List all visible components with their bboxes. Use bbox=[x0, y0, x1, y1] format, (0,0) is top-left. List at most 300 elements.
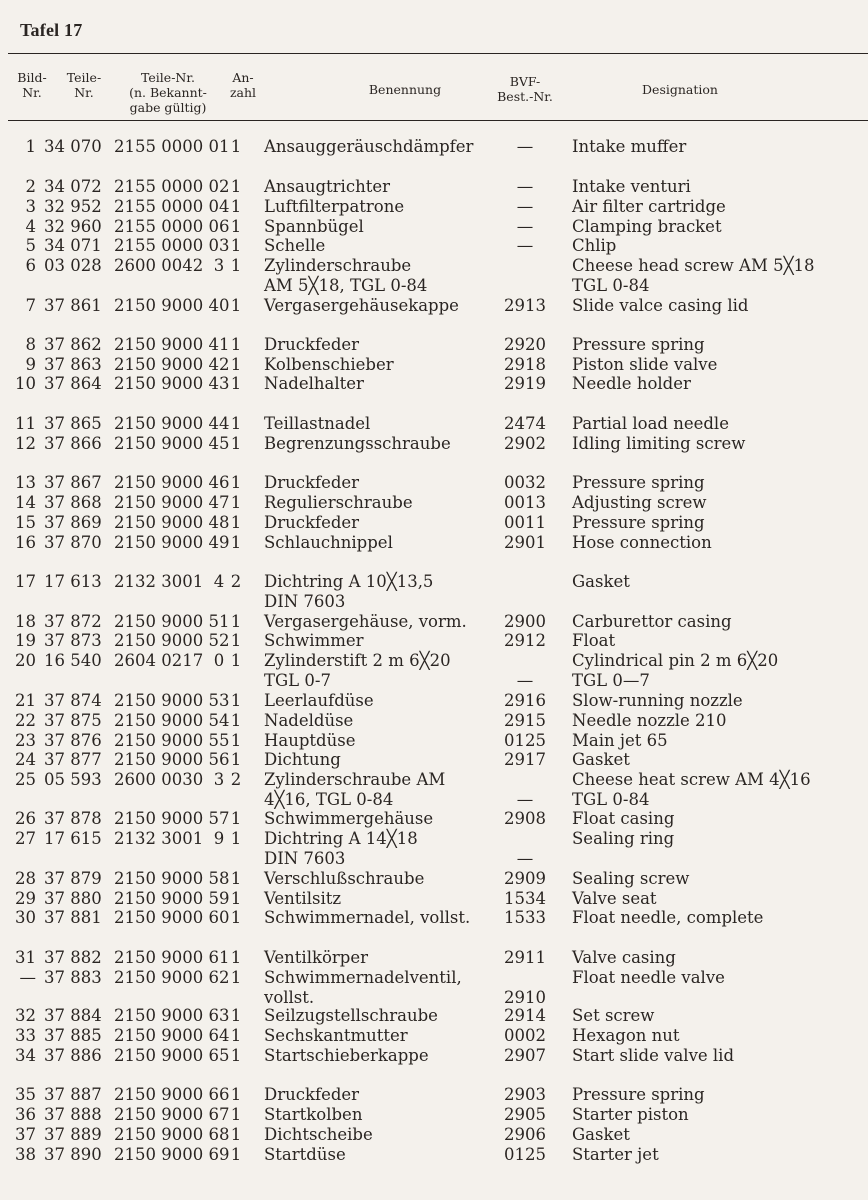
bild-nr-cell: 11 bbox=[15, 414, 36, 433]
anzahl-cell: 1 bbox=[230, 296, 242, 315]
table-row bbox=[0, 829, 868, 849]
teile-nr-gueltig-cell: 2155 0000 02 bbox=[114, 177, 230, 196]
benennung-cell: Ventilkörper bbox=[264, 948, 369, 967]
designation-cell: Idling limiting screw bbox=[572, 434, 746, 453]
benennung-cell: Zylinderschraube AM bbox=[264, 770, 446, 789]
designation-cell: Cheese head screw AM 5╳18 bbox=[572, 256, 815, 275]
anzahl-cell: 1 bbox=[230, 1085, 242, 1104]
teile-nr-gueltig-cell: 2150 9000 47 bbox=[114, 493, 230, 512]
bild-nr-cell: — bbox=[19, 968, 36, 987]
designation-cell: Cylindrical pin 2 m 6╳20 bbox=[572, 651, 779, 670]
bvf-best-nr-cell: 2918 bbox=[504, 355, 546, 374]
table-row bbox=[0, 948, 868, 968]
teile-nr-gueltig-cell: 2150 9000 66 bbox=[114, 1085, 230, 1104]
benennung-cell: Leerlaufdüse bbox=[264, 691, 374, 710]
bvf-best-nr-cell: 2900 bbox=[504, 612, 546, 631]
bvf-best-nr-cell: 2906 bbox=[504, 1125, 546, 1144]
table-row bbox=[0, 493, 868, 513]
anzahl-cell: 2 bbox=[230, 770, 242, 789]
table-row bbox=[0, 197, 868, 217]
bild-nr-cell: 21 bbox=[15, 691, 36, 710]
teile-nr-cell: 37 866 bbox=[44, 434, 102, 453]
table-row bbox=[0, 631, 868, 651]
benennung-cell: Zylinderschraube bbox=[264, 256, 412, 275]
bild-nr-cell: 30 bbox=[15, 908, 36, 927]
table-row bbox=[0, 869, 868, 889]
teile-nr-cell: 03 028 bbox=[44, 256, 102, 275]
header-designation: Designation bbox=[642, 82, 718, 97]
anzahl-cell: 1 bbox=[230, 513, 242, 532]
table-row bbox=[0, 1006, 868, 1026]
benennung-cell: Dichtung bbox=[264, 750, 341, 769]
benennung-cell: Schwimmernadelventil, bbox=[264, 968, 462, 987]
teile-nr-gueltig-cell: 2150 9000 41 bbox=[114, 335, 230, 354]
designation-cell: Pressure spring bbox=[572, 1085, 705, 1104]
table-row bbox=[0, 1085, 868, 1105]
bvf-best-nr-cell: — bbox=[516, 790, 534, 809]
table-row bbox=[0, 414, 868, 434]
table-row bbox=[0, 513, 868, 533]
table-row bbox=[0, 750, 868, 770]
benennung-cell: Dichtring A 10╳13,5 bbox=[264, 572, 434, 591]
table-row bbox=[0, 731, 868, 751]
teile-nr-gueltig-cell: 2600 0042 3 bbox=[114, 256, 225, 275]
bild-nr-cell: 10 bbox=[15, 374, 36, 393]
table-row bbox=[0, 968, 868, 988]
designation-cell: TGL 0-84 bbox=[572, 276, 650, 295]
anzahl-cell: 1 bbox=[230, 137, 242, 156]
teile-nr-cell: 37 868 bbox=[44, 493, 102, 512]
anzahl-cell: 1 bbox=[230, 1145, 242, 1164]
designation-cell: Slow-running nozzle bbox=[572, 691, 743, 710]
bild-nr-cell: 7 bbox=[25, 296, 36, 315]
designation-cell: Float bbox=[572, 631, 616, 650]
teile-nr-gueltig-cell: 2150 9000 59 bbox=[114, 889, 230, 908]
bild-nr-cell: 9 bbox=[25, 355, 36, 374]
teile-nr-cell: 34 072 bbox=[44, 177, 102, 196]
designation-cell: Hexagon nut bbox=[572, 1026, 680, 1045]
table-row bbox=[0, 1026, 868, 1046]
header-bottom-rule bbox=[8, 120, 868, 121]
bild-nr-cell: 5 bbox=[25, 236, 36, 255]
teile-nr-gueltig-cell: 2155 0000 06 bbox=[114, 217, 230, 236]
bvf-best-nr-cell: 2902 bbox=[504, 434, 546, 453]
bild-nr-cell: 14 bbox=[15, 493, 36, 512]
table-row bbox=[0, 434, 868, 454]
table-row bbox=[0, 137, 868, 157]
anzahl-cell: 1 bbox=[230, 197, 242, 216]
anzahl-cell: 1 bbox=[230, 869, 242, 888]
designation-cell: Float casing bbox=[572, 809, 675, 828]
benennung-cell: Vergasergehäuse, vorm. bbox=[264, 612, 467, 631]
benennung-cell: Sechskantmutter bbox=[264, 1026, 408, 1045]
designation-cell: Adjusting screw bbox=[572, 493, 707, 512]
bild-nr-cell: 24 bbox=[15, 750, 36, 769]
anzahl-cell: 1 bbox=[230, 691, 242, 710]
benennung-cell: Nadelhalter bbox=[264, 374, 364, 393]
teile-nr-cell: 37 880 bbox=[44, 889, 102, 908]
bild-nr-cell: 36 bbox=[15, 1105, 36, 1124]
designation-cell: Needle nozzle 210 bbox=[572, 711, 727, 730]
benennung-cell: Hauptdüse bbox=[264, 731, 356, 750]
teile-nr-cell: 37 883 bbox=[44, 968, 102, 987]
teile-nr-cell: 34 070 bbox=[44, 137, 102, 156]
designation-cell: Float needle valve bbox=[572, 968, 725, 987]
teile-nr-cell: 37 870 bbox=[44, 533, 102, 552]
table-row bbox=[0, 809, 868, 829]
teile-nr-gueltig-cell: 2600 0030 3 bbox=[114, 770, 225, 789]
designation-cell: Pressure spring bbox=[572, 335, 705, 354]
bild-nr-cell: 29 bbox=[15, 889, 36, 908]
anzahl-cell: 1 bbox=[230, 217, 242, 236]
teile-nr-gueltig-cell: 2150 9000 53 bbox=[114, 691, 230, 710]
designation-cell: Air filter cartridge bbox=[572, 197, 726, 216]
designation-cell: Gasket bbox=[572, 572, 630, 591]
teile-nr-gueltig-cell: 2150 9000 57 bbox=[114, 809, 230, 828]
bvf-best-nr-cell: 2914 bbox=[504, 1006, 546, 1025]
teile-nr-cell: 37 887 bbox=[44, 1085, 102, 1104]
bild-nr-cell: 33 bbox=[15, 1026, 36, 1045]
designation-cell: Gasket bbox=[572, 1125, 630, 1144]
bvf-best-nr-cell: 2910 bbox=[504, 988, 546, 1007]
bild-nr-cell: 8 bbox=[25, 335, 36, 354]
bvf-best-nr-cell: 0125 bbox=[504, 731, 546, 750]
teile-nr-cell: 32 960 bbox=[44, 217, 102, 236]
benennung-cell: Schwimmernadel, vollst. bbox=[264, 908, 471, 927]
benennung-cell: Schwimmer bbox=[264, 631, 364, 650]
table-row bbox=[0, 691, 868, 711]
anzahl-cell: 2 bbox=[230, 572, 242, 591]
bvf-best-nr-cell: 2474 bbox=[504, 414, 546, 433]
bvf-best-nr-cell: 2908 bbox=[504, 809, 546, 828]
designation-cell: Starter piston bbox=[572, 1105, 689, 1124]
bvf-best-nr-cell: 2917 bbox=[504, 750, 546, 769]
page-title: Tafel 17 bbox=[20, 20, 83, 40]
designation-cell: Pressure spring bbox=[572, 473, 705, 492]
header-bild-nr: Bild- Nr. bbox=[17, 70, 47, 100]
teile-nr-gueltig-cell: 2150 9000 63 bbox=[114, 1006, 230, 1025]
anzahl-cell: 1 bbox=[230, 177, 242, 196]
benennung-cell: Ventilsitz bbox=[264, 889, 342, 908]
bvf-best-nr-cell: 2912 bbox=[504, 631, 546, 650]
bvf-best-nr-cell: 0032 bbox=[504, 473, 546, 492]
bild-nr-cell: 25 bbox=[15, 770, 36, 789]
bild-nr-cell: 18 bbox=[15, 612, 36, 631]
bild-nr-cell: 22 bbox=[15, 711, 36, 730]
benennung-cell: Vergasergehäusekappe bbox=[264, 296, 459, 315]
teile-nr-cell: 37 863 bbox=[44, 355, 102, 374]
anzahl-cell: 1 bbox=[230, 473, 242, 492]
bvf-best-nr-cell: 2919 bbox=[504, 374, 546, 393]
bvf-best-nr-cell: — bbox=[516, 197, 534, 216]
bvf-best-nr-cell: 2911 bbox=[504, 948, 546, 967]
benennung-cell: vollst. bbox=[264, 988, 315, 1007]
teile-nr-gueltig-cell: 2150 9000 43 bbox=[114, 374, 230, 393]
table-row bbox=[0, 671, 868, 691]
bild-nr-cell: 32 bbox=[15, 1006, 36, 1025]
benennung-cell: Begrenzungsschraube bbox=[264, 434, 451, 453]
anzahl-cell: 1 bbox=[230, 711, 242, 730]
bvf-best-nr-cell: 2920 bbox=[504, 335, 546, 354]
teile-nr-gueltig-cell: 2150 9000 45 bbox=[114, 434, 230, 453]
table-row bbox=[0, 335, 868, 355]
benennung-cell: Luftfilterpatrone bbox=[264, 197, 405, 216]
teile-nr-cell: 37 865 bbox=[44, 414, 102, 433]
benennung-cell: Regulierschraube bbox=[264, 493, 413, 512]
anzahl-cell: 1 bbox=[230, 1046, 242, 1065]
header-teile-nr: Teile- Nr. bbox=[66, 70, 102, 100]
teile-nr-gueltig-cell: 2150 9000 40 bbox=[114, 296, 230, 315]
benennung-cell: Druckfeder bbox=[264, 513, 360, 532]
bild-nr-cell: 6 bbox=[25, 256, 36, 275]
anzahl-cell: 1 bbox=[230, 731, 242, 750]
bvf-best-nr-cell: 0002 bbox=[504, 1026, 546, 1045]
teile-nr-gueltig-cell: 2150 9000 65 bbox=[114, 1046, 230, 1065]
table-row bbox=[0, 276, 868, 296]
teile-nr-gueltig-cell: 2155 0000 01 bbox=[114, 137, 230, 156]
anzahl-cell: 1 bbox=[230, 809, 242, 828]
designation-cell: Piston slide valve bbox=[572, 355, 718, 374]
table-row bbox=[0, 236, 868, 256]
table-row bbox=[0, 473, 868, 493]
bvf-best-nr-cell: — bbox=[516, 177, 534, 196]
header-teile-nr-gueltig: Teile-Nr. (n. Bekannt- gabe gültig) bbox=[129, 70, 207, 115]
benennung-cell: Startschieberkappe bbox=[264, 1046, 429, 1065]
bvf-best-nr-cell: 0125 bbox=[504, 1145, 546, 1164]
bild-nr-cell: 15 bbox=[15, 513, 36, 532]
designation-cell: Float needle, complete bbox=[572, 908, 764, 927]
bild-nr-cell: 19 bbox=[15, 631, 36, 650]
teile-nr-cell: 37 873 bbox=[44, 631, 102, 650]
teile-nr-cell: 32 952 bbox=[44, 197, 102, 216]
bvf-best-nr-cell: 0011 bbox=[504, 513, 546, 532]
table-row bbox=[0, 770, 868, 790]
table-row bbox=[0, 355, 868, 375]
teile-nr-cell: 37 877 bbox=[44, 750, 102, 769]
bild-nr-cell: 28 bbox=[15, 869, 36, 888]
teile-nr-gueltig-cell: 2150 9000 55 bbox=[114, 731, 230, 750]
anzahl-cell: 1 bbox=[230, 256, 242, 275]
designation-cell: Gasket bbox=[572, 750, 630, 769]
anzahl-cell: 1 bbox=[230, 612, 242, 631]
designation-cell: Pressure spring bbox=[572, 513, 705, 532]
table-row bbox=[0, 849, 868, 869]
benennung-cell: DIN 7603 bbox=[264, 592, 346, 611]
teile-nr-cell: 37 879 bbox=[44, 869, 102, 888]
designation-cell: Intake venturi bbox=[572, 177, 691, 196]
benennung-cell: Startdüse bbox=[264, 1145, 346, 1164]
bvf-best-nr-cell: 1534 bbox=[504, 889, 546, 908]
designation-cell: Starter jet bbox=[572, 1145, 659, 1164]
table-row bbox=[0, 988, 868, 1008]
anzahl-cell: 1 bbox=[230, 889, 242, 908]
teile-nr-gueltig-cell: 2150 9000 64 bbox=[114, 1026, 230, 1045]
teile-nr-cell: 37 885 bbox=[44, 1026, 102, 1045]
teile-nr-cell: 17 615 bbox=[44, 829, 102, 848]
teile-nr-cell: 37 864 bbox=[44, 374, 102, 393]
bild-nr-cell: 35 bbox=[15, 1085, 36, 1104]
teile-nr-cell: 37 874 bbox=[44, 691, 102, 710]
table-row bbox=[0, 592, 868, 612]
teile-nr-gueltig-cell: 2604 0217 0 bbox=[114, 651, 225, 670]
header-top-rule bbox=[8, 53, 868, 54]
designation-cell: Chlip bbox=[572, 236, 617, 255]
bvf-best-nr-cell: 2915 bbox=[504, 711, 546, 730]
teile-nr-cell: 37 876 bbox=[44, 731, 102, 750]
anzahl-cell: 1 bbox=[230, 355, 242, 374]
anzahl-cell: 1 bbox=[230, 414, 242, 433]
table-row bbox=[0, 1125, 868, 1145]
teile-nr-cell: 17 613 bbox=[44, 572, 102, 591]
benennung-cell: Kolbenschieber bbox=[264, 355, 394, 374]
designation-cell: Set screw bbox=[572, 1006, 655, 1025]
table-row bbox=[0, 889, 868, 909]
anzahl-cell: 1 bbox=[230, 1105, 242, 1124]
table-row bbox=[0, 177, 868, 197]
anzahl-cell: 1 bbox=[230, 533, 242, 552]
designation-cell: Intake muffer bbox=[572, 137, 687, 156]
designation-cell: Valve seat bbox=[572, 889, 657, 908]
teile-nr-cell: 37 862 bbox=[44, 335, 102, 354]
benennung-cell: Schwimmergehäuse bbox=[264, 809, 434, 828]
anzahl-cell: 1 bbox=[230, 374, 242, 393]
teile-nr-gueltig-cell: 2150 9000 46 bbox=[114, 473, 230, 492]
benennung-cell: Ansaugtrichter bbox=[264, 177, 390, 196]
table-row bbox=[0, 296, 868, 316]
benennung-cell: AM 5╳18, TGL 0-84 bbox=[264, 276, 428, 295]
teile-nr-cell: 37 875 bbox=[44, 711, 102, 730]
table-row bbox=[0, 1145, 868, 1165]
benennung-cell: Spannbügel bbox=[264, 217, 364, 236]
benennung-cell: Dichtring A 14╳18 bbox=[264, 829, 418, 848]
benennung-cell: Verschlußschraube bbox=[264, 869, 425, 888]
teile-nr-gueltig-cell: 2150 9000 56 bbox=[114, 750, 230, 769]
bvf-best-nr-cell: — bbox=[516, 849, 534, 868]
teile-nr-gueltig-cell: 2150 9000 62 bbox=[114, 968, 230, 987]
teile-nr-cell: 16 540 bbox=[44, 651, 102, 670]
bild-nr-cell: 3 bbox=[25, 197, 36, 216]
header-bvf-best-nr: BVF- Best.-Nr. bbox=[497, 74, 553, 104]
teile-nr-cell: 37 884 bbox=[44, 1006, 102, 1025]
teile-nr-cell: 05 593 bbox=[44, 770, 102, 789]
benennung-cell: Teillastnadel bbox=[264, 414, 371, 433]
bvf-best-nr-cell: 2905 bbox=[504, 1105, 546, 1124]
designation-cell: Start slide valve lid bbox=[572, 1046, 735, 1065]
bild-nr-cell: 16 bbox=[15, 533, 36, 552]
anzahl-cell: 1 bbox=[230, 1125, 242, 1144]
table-row bbox=[0, 533, 868, 553]
teile-nr-gueltig-cell: 2150 9000 42 bbox=[114, 355, 230, 374]
designation-cell: Valve casing bbox=[572, 948, 676, 967]
teile-nr-cell: 37 861 bbox=[44, 296, 102, 315]
teile-nr-cell: 37 872 bbox=[44, 612, 102, 631]
teile-nr-gueltig-cell: 2150 9000 49 bbox=[114, 533, 230, 552]
teile-nr-gueltig-cell: 2150 9000 54 bbox=[114, 711, 230, 730]
bvf-best-nr-cell: 2903 bbox=[504, 1085, 546, 1104]
bvf-best-nr-cell: 2907 bbox=[504, 1046, 546, 1065]
anzahl-cell: 1 bbox=[230, 493, 242, 512]
teile-nr-gueltig-cell: 2150 9000 58 bbox=[114, 869, 230, 888]
designation-cell: TGL 0-84 bbox=[572, 790, 650, 809]
teile-nr-gueltig-cell: 2150 9000 61 bbox=[114, 948, 230, 967]
benennung-cell: Schlauchnippel bbox=[264, 533, 393, 552]
bvf-best-nr-cell: — bbox=[516, 217, 534, 236]
teile-nr-gueltig-cell: 2150 9000 52 bbox=[114, 631, 230, 650]
anzahl-cell: 1 bbox=[230, 1006, 242, 1025]
designation-cell: Partial load needle bbox=[572, 414, 729, 433]
bvf-best-nr-cell: 2916 bbox=[504, 691, 546, 710]
benennung-cell: Nadeldüse bbox=[264, 711, 354, 730]
bvf-best-nr-cell: 2913 bbox=[504, 296, 546, 315]
designation-cell: Carburettor casing bbox=[572, 612, 732, 631]
designation-cell: Sealing screw bbox=[572, 869, 690, 888]
bild-nr-cell: 2 bbox=[25, 177, 36, 196]
bvf-best-nr-cell: — bbox=[516, 236, 534, 255]
teile-nr-cell: 37 878 bbox=[44, 809, 102, 828]
table-row bbox=[0, 1105, 868, 1125]
bild-nr-cell: 38 bbox=[15, 1145, 36, 1164]
teile-nr-gueltig-cell: 2150 9000 60 bbox=[114, 908, 230, 927]
teile-nr-cell: 37 890 bbox=[44, 1145, 102, 1164]
benennung-cell: Ansauggeräuschdämpfer bbox=[264, 137, 474, 156]
bvf-best-nr-cell: — bbox=[516, 137, 534, 156]
designation-cell: TGL 0—7 bbox=[572, 671, 650, 690]
teile-nr-cell: 37 882 bbox=[44, 948, 102, 967]
anzahl-cell: 1 bbox=[230, 829, 242, 848]
benennung-cell: Startkolben bbox=[264, 1105, 363, 1124]
benennung-cell: DIN 7603 bbox=[264, 849, 346, 868]
header-anzahl: An- zahl bbox=[229, 70, 257, 100]
anzahl-cell: 1 bbox=[230, 750, 242, 769]
bild-nr-cell: 17 bbox=[15, 572, 36, 591]
table-row bbox=[0, 711, 868, 731]
table-row bbox=[0, 612, 868, 632]
teile-nr-cell: 37 869 bbox=[44, 513, 102, 532]
teile-nr-cell: 37 889 bbox=[44, 1125, 102, 1144]
teile-nr-gueltig-cell: 2150 9000 68 bbox=[114, 1125, 230, 1144]
bild-nr-cell: 26 bbox=[15, 809, 36, 828]
benennung-cell: TGL 0-7 bbox=[264, 671, 331, 690]
bvf-best-nr-cell: 2909 bbox=[504, 869, 546, 888]
bild-nr-cell: 27 bbox=[15, 829, 36, 848]
benennung-cell: Seilzugstellschraube bbox=[264, 1006, 438, 1025]
table-row bbox=[0, 374, 868, 394]
designation-cell: Main jet 65 bbox=[572, 731, 668, 750]
teile-nr-cell: 34 071 bbox=[44, 236, 102, 255]
anzahl-cell: 1 bbox=[230, 651, 242, 670]
bild-nr-cell: 20 bbox=[15, 651, 36, 670]
teile-nr-cell: 37 881 bbox=[44, 908, 102, 927]
designation-cell: Hose connection bbox=[572, 533, 712, 552]
bild-nr-cell: 1 bbox=[25, 137, 36, 156]
table-row bbox=[0, 1046, 868, 1066]
designation-cell: Cheese heat screw AM 4╳16 bbox=[572, 770, 811, 789]
teile-nr-gueltig-cell: 2150 9000 69 bbox=[114, 1145, 230, 1164]
benennung-cell: 4╳16, TGL 0-84 bbox=[264, 790, 394, 809]
designation-cell: Needle holder bbox=[572, 374, 691, 393]
table-row bbox=[0, 908, 868, 928]
bvf-best-nr-cell: 0013 bbox=[504, 493, 546, 512]
teile-nr-cell: 37 888 bbox=[44, 1105, 102, 1124]
bild-nr-cell: 4 bbox=[25, 217, 36, 236]
bvf-best-nr-cell: 1533 bbox=[504, 908, 546, 927]
table-row bbox=[0, 790, 868, 810]
anzahl-cell: 1 bbox=[230, 335, 242, 354]
benennung-cell: Druckfeder bbox=[264, 335, 360, 354]
teile-nr-gueltig-cell: 2150 9000 51 bbox=[114, 612, 230, 631]
anzahl-cell: 1 bbox=[230, 236, 242, 255]
bild-nr-cell: 23 bbox=[15, 731, 36, 750]
